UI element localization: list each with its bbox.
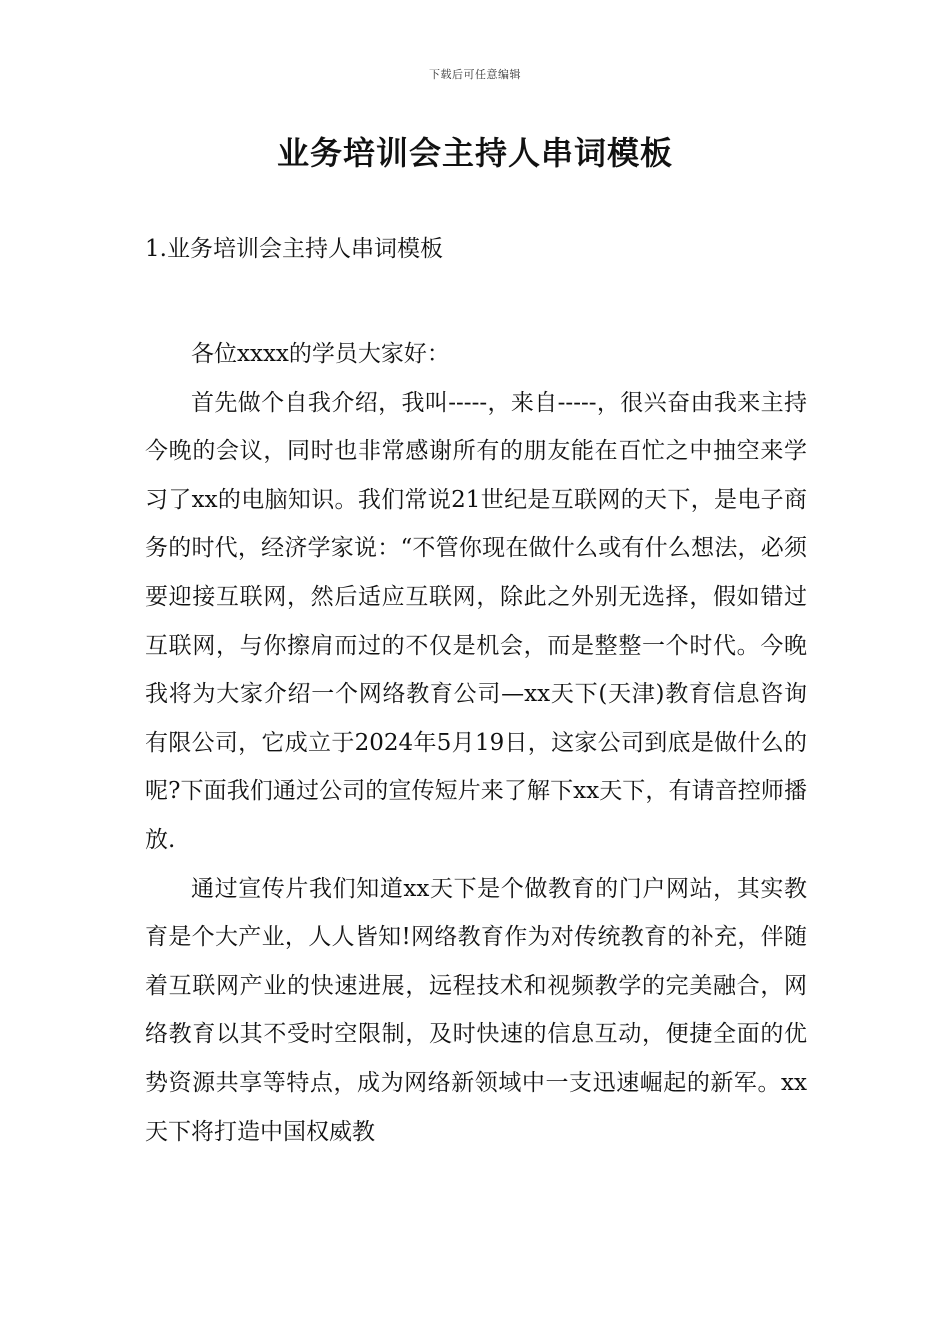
paragraph-company-overview: 通过宣传片我们知道xx天下是个做教育的门户网站，其实教育是个大产业，人人皆知!网络教育作为对传统教育的补充，伴随着互联网产业的快速进展，远程技术和视频教学的完美融合，网络教育以其不受时空限制，及时快速的信息互动，便捷全面的优势资源共享等特点，成为网络新领域中一支迅速崛起的新军。xx天下将打造中国权威教: [145, 875, 807, 1145]
paragraph-greeting: 各位xxxx的学员大家好：: [191, 341, 450, 367]
header-note: 下载后可任意编辑: [429, 68, 521, 81]
paragraph-introduction: 首先做个自我介绍，我叫-----，来自-----，很兴奋由我来主持今晚的会议，同时也非常感谢所有的朋友能在百忙之中抽空来学习了xx的电脑知识。我们常说21世纪是互联网的天下，是电子商务的时代，经济学家说：“不管你现在做什么或有什么想法，必须要迎接互联网，然后适应互联网，除此之外别无选择，假如错过互联网，与你擦肩而过的不仅是机会，而是整整一个时代。今晚我将为大家介绍一个网络教育公司—xx天下(天津)教育信息咨询有限公司，它成立于2024年5月19日，这家公司到底是做什么的呢?下面我们通过公司的宣传短片来了解下xx天下，有请音控师播放.: [145, 389, 807, 853]
section-heading: 1.业务培训会主持人串词模板: [145, 236, 443, 262]
document-title: 业务培训会主持人串词模板: [276, 134, 673, 172]
body-text: [145, 330, 807, 1156]
